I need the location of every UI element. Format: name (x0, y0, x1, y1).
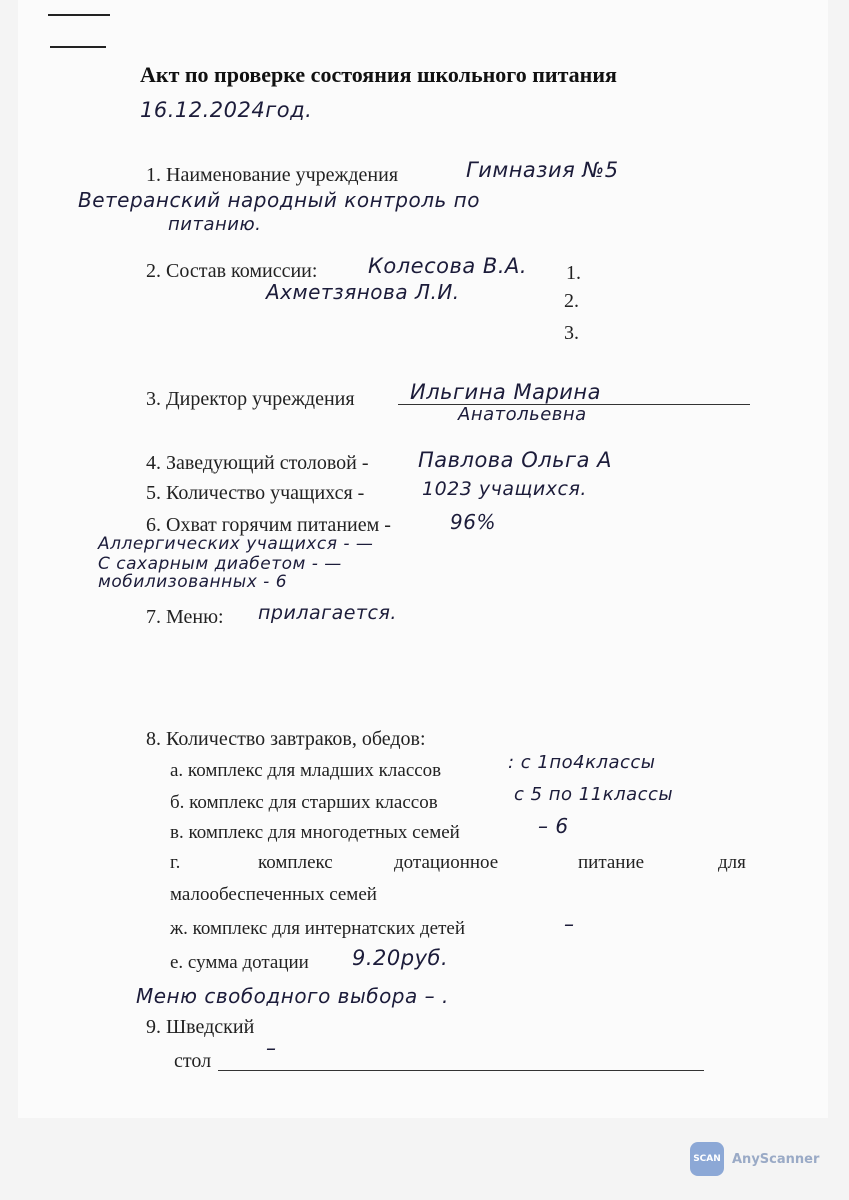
buffet-underline (218, 1070, 704, 1071)
item1-line3: питанию. (168, 214, 262, 235)
senior-complex-label: б. комплекс для старших классов (170, 792, 438, 813)
document-title: Акт по проверке состояния школьного питания (140, 62, 617, 87)
margin-mark (48, 14, 110, 16)
large-family-complex-value: – 6 (538, 814, 569, 838)
commission-num-3: 3. (564, 322, 579, 344)
junior-complex-value: : с 1по4классы (508, 752, 656, 773)
item2-label: 2. Состав комиссии: (146, 260, 318, 282)
boarding-complex-value: – (564, 912, 575, 936)
document-date: 16.12.2024год. (140, 98, 313, 122)
free-choice-menu-note: Меню свободного выбора – . (136, 984, 449, 1008)
student-count: 1023 учащихся. (422, 478, 587, 500)
subsidy-line-word: комплекс (258, 852, 333, 873)
scan-logo-icon: SCAN (690, 1142, 724, 1176)
subsidy-line-word: питание (578, 852, 645, 873)
item6-label: 6. Охват горячим питанием - (146, 514, 391, 536)
large-family-complex-label: в. комплекс для многодетных семей (170, 822, 460, 843)
item1-line2: Ветеранский народный контроль по (78, 188, 480, 212)
document-page (18, 0, 828, 1118)
allergic-students: Аллергических учащихся - — (98, 534, 374, 554)
item9-label: 9. Шведский (146, 1016, 255, 1038)
diabetic-students: С сахарным диабетом - — (98, 554, 342, 574)
commission-num-1: 1. (566, 262, 581, 284)
subsidy-line-continuation: малообеспеченных семей (170, 884, 377, 905)
junior-complex-label: а. комплекс для младших классов (170, 760, 442, 781)
canteen-head-name: Павлова Ольга А (418, 448, 612, 472)
hot-meal-coverage: 96% (450, 510, 496, 534)
item5-label: 5. Количество учащихся - (146, 482, 365, 504)
mobilized-students: мобилизованных - 6 (98, 572, 288, 592)
commission-num-2: 2. (564, 290, 579, 312)
menu-value: прилагается. (258, 602, 397, 624)
margin-mark (50, 46, 106, 48)
buffet-value: – (266, 1036, 277, 1060)
item4-label: 4. Заведующий столовой - (146, 452, 369, 474)
item1-value: Гимназия №5 (466, 158, 619, 182)
item7-label: 7. Меню: (146, 606, 224, 628)
commission-member-1: Колесова В.А. (368, 254, 528, 278)
commission-member-2: Ахметзянова Л.И. (266, 280, 460, 304)
subsidy-amount-label: е. сумма дотации (170, 952, 309, 973)
watermark-text: AnyScanner (732, 1151, 820, 1167)
director-patronymic: Анатольевна (458, 404, 587, 425)
subsidy-amount-value: 9.20руб. (352, 946, 449, 970)
subsidy-line-word: г. (170, 852, 181, 873)
item1-label: 1. Наименование учреждения (146, 164, 399, 186)
director-name: Ильгина Марина (410, 380, 602, 404)
subsidy-line-word: для (718, 852, 746, 873)
item9-label-cont: стол (174, 1050, 212, 1072)
item8-label: 8. Количество завтраков, обедов: (146, 728, 426, 750)
senior-complex-value: с 5 по 11классы (514, 784, 674, 805)
boarding-complex-label: ж. комплекс для интернатских детей (170, 918, 466, 939)
item3-label: 3. Директор учреждения (146, 388, 355, 410)
scanner-watermark (690, 1142, 819, 1176)
subsidy-line-word: дотационное (394, 852, 499, 873)
